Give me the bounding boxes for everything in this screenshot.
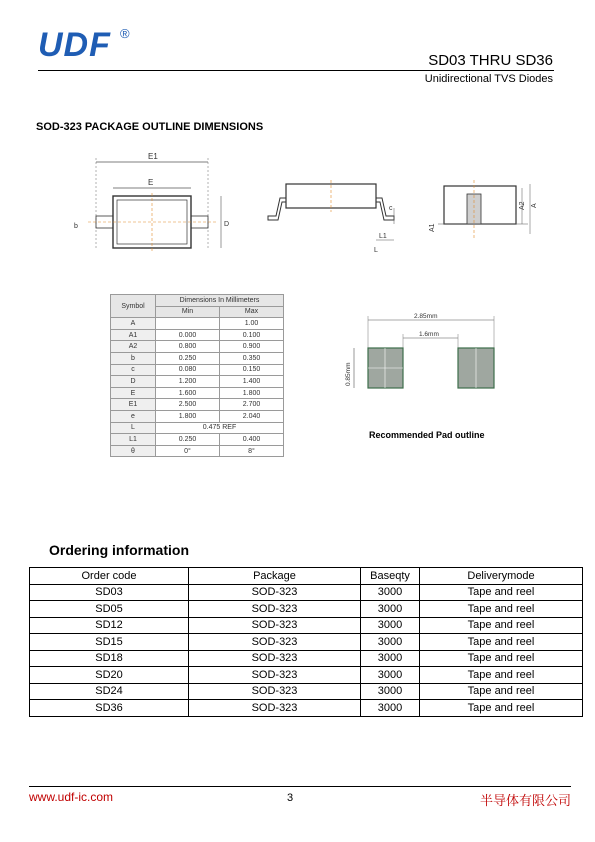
label-a1: A1	[429, 223, 436, 232]
document-title: SD03 THRU SD36	[428, 52, 553, 69]
order-code-cell: SD24	[30, 683, 189, 700]
deliverymode-cell: Tape and reel	[420, 667, 583, 684]
dimension-min: 0.000	[156, 329, 220, 341]
dimension-min: 0.800	[156, 341, 220, 353]
label-a2: A2	[519, 201, 526, 210]
baseqty-header: Baseqty	[361, 568, 420, 585]
dimension-symbol: L	[111, 422, 156, 434]
ordering-table	[29, 567, 583, 717]
pad-outline-drawing	[336, 310, 506, 440]
dimension-row	[111, 434, 284, 446]
dimension-min	[156, 318, 220, 330]
deliverymode-cell: Tape and reel	[420, 650, 583, 667]
dimensions-group-header: Dimensions In Millimeters	[156, 295, 284, 307]
dimension-max: 1.400	[220, 376, 284, 388]
dimension-symbol: b	[111, 352, 156, 364]
order-code-cell: SD18	[30, 650, 189, 667]
ordering-row	[30, 667, 583, 684]
dimension-max: 0.900	[220, 341, 284, 353]
max-header: Max	[220, 306, 284, 318]
dimension-max: 1.00	[220, 318, 284, 330]
dimension-row	[111, 364, 284, 376]
ordering-row	[30, 584, 583, 601]
dimension-max: 0.350	[220, 352, 284, 364]
ordering-row	[30, 601, 583, 618]
dimension-symbol: D	[111, 376, 156, 388]
website-link[interactable]: www.udf-ic.com	[29, 790, 114, 804]
dimension-min: 0.080	[156, 364, 220, 376]
label-a: A	[531, 203, 538, 208]
ordering-row	[30, 617, 583, 634]
order-code-cell: SD05	[30, 601, 189, 618]
label-c: c	[389, 205, 393, 212]
baseqty-cell: 3000	[361, 634, 420, 651]
top-view-drawing	[68, 148, 248, 258]
dimension-min: 1.800	[156, 410, 220, 422]
pad-height: 0.85mm	[345, 362, 352, 386]
dimension-min: 0.250	[156, 352, 220, 364]
baseqty-cell: 3000	[361, 667, 420, 684]
package-cell: SOD-323	[189, 700, 361, 717]
baseqty-cell: 3000	[361, 617, 420, 634]
section-title: SOD-323 PACKAGE OUTLINE DIMENSIONS	[36, 121, 264, 133]
package-cell: SOD-323	[189, 617, 361, 634]
dimension-max: 1.800	[220, 387, 284, 399]
dimension-row	[111, 410, 284, 422]
dimension-min: 1.200	[156, 376, 220, 388]
deliverymode-cell: Tape and reel	[420, 601, 583, 618]
company-name: 半导体有限公司	[479, 794, 571, 809]
dimension-row	[111, 318, 284, 330]
udf-logo: UDF	[38, 26, 111, 64]
package-cell: SOD-323	[189, 634, 361, 651]
side-view-drawing	[264, 178, 404, 256]
dimension-row	[111, 387, 284, 399]
ordering-row	[30, 700, 583, 717]
deliverymode-cell: Tape and reel	[420, 617, 583, 634]
dimension-ref-value: 0.475 REF	[156, 422, 284, 434]
package-cell: SOD-323	[189, 667, 361, 684]
document-subtitle: Unidirectional TVS Diodes	[424, 73, 553, 85]
baseqty-cell: 3000	[361, 700, 420, 717]
symbol-header: Symbol	[111, 295, 156, 318]
order-code-cell: SD20	[30, 667, 189, 684]
ordering-row	[30, 683, 583, 700]
dimension-symbol: L1	[111, 434, 156, 446]
dimension-symbol: E1	[111, 399, 156, 411]
label-b: b	[74, 223, 78, 230]
package-cell: SOD-323	[189, 601, 361, 618]
dimension-min: 2.500	[156, 399, 220, 411]
order-code-header: Order code	[30, 568, 189, 585]
dimension-symbol: A2	[111, 341, 156, 353]
package-cell: SOD-323	[189, 683, 361, 700]
order-code-cell: SD15	[30, 634, 189, 651]
dimension-symbol: e	[111, 410, 156, 422]
package-header: Package	[189, 568, 361, 585]
dimension-max: 8°	[220, 445, 284, 457]
order-code-cell: SD36	[30, 700, 189, 717]
deliverymode-cell: Tape and reel	[420, 584, 583, 601]
label-e: E	[148, 178, 154, 187]
deliverymode-cell: Tape and reel	[420, 683, 583, 700]
dimension-row	[111, 341, 284, 353]
deliverymode-cell: Tape and reel	[420, 700, 583, 717]
baseqty-cell: 3000	[361, 601, 420, 618]
pad-width-total: 2.85mm	[414, 313, 438, 320]
baseqty-cell: 3000	[361, 650, 420, 667]
dimension-row	[111, 329, 284, 341]
registered-mark: ®	[120, 26, 130, 41]
label-e1: E1	[148, 152, 158, 161]
end-view-drawing	[424, 176, 544, 246]
deliverymode-header: Deliverymode	[420, 568, 583, 585]
label-d: D	[224, 221, 230, 228]
dimension-row	[111, 445, 284, 457]
package-cell: SOD-323	[189, 650, 361, 667]
dimension-min: 0.250	[156, 434, 220, 446]
order-code-cell: SD12	[30, 617, 189, 634]
dimensions-table	[110, 294, 284, 457]
ordering-row	[30, 650, 583, 667]
pad-gap: 1.6mm	[419, 331, 439, 338]
deliverymode-cell: Tape and reel	[420, 634, 583, 651]
order-code-cell: SD03	[30, 584, 189, 601]
baseqty-cell: 3000	[361, 584, 420, 601]
dimension-row	[111, 376, 284, 388]
dimension-max: 0.100	[220, 329, 284, 341]
dimension-min: 0°	[156, 445, 220, 457]
dimension-row	[111, 422, 284, 434]
min-header: Min	[156, 306, 220, 318]
dimension-row	[111, 399, 284, 411]
dimension-min: 1.600	[156, 387, 220, 399]
label-l1: L1	[379, 233, 387, 240]
dimension-symbol: c	[111, 364, 156, 376]
dimension-max: 2.040	[220, 410, 284, 422]
page-number: 3	[287, 792, 294, 804]
dimension-max: 2.700	[220, 399, 284, 411]
ordering-title: Ordering information	[49, 542, 189, 558]
ordering-row	[30, 634, 583, 651]
header-rule	[38, 70, 554, 71]
dimension-symbol: θ	[111, 445, 156, 457]
dimension-symbol: A	[111, 318, 156, 330]
dimension-symbol: E	[111, 387, 156, 399]
dimension-row	[111, 352, 284, 364]
dimension-max: 0.150	[220, 364, 284, 376]
dimension-symbol: A1	[111, 329, 156, 341]
package-cell: SOD-323	[189, 584, 361, 601]
baseqty-cell: 3000	[361, 683, 420, 700]
pad-caption: Recommended Pad outline	[369, 430, 485, 440]
dimension-max: 0.400	[220, 434, 284, 446]
footer-rule	[29, 786, 571, 787]
label-l: L	[374, 247, 378, 254]
